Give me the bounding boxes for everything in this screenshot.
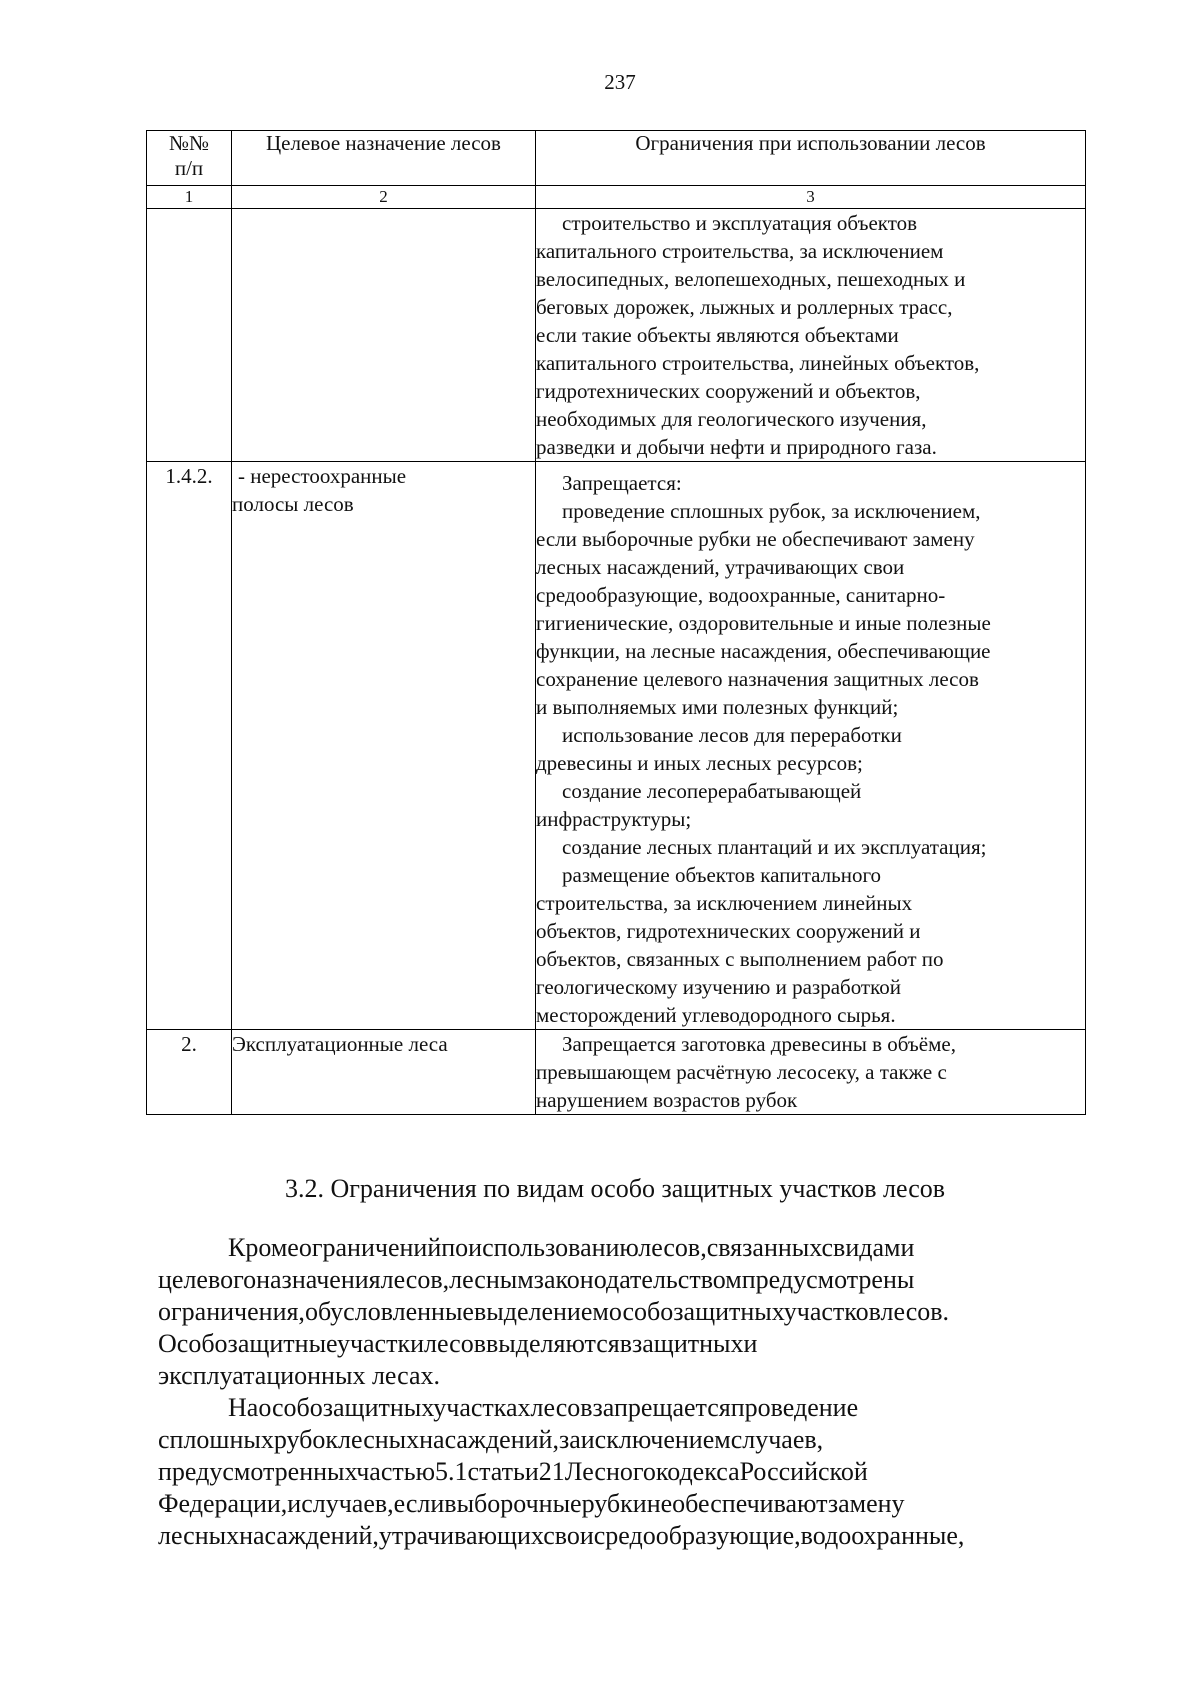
paragraph-line: лесныхнасаждений,утрачивающихсвоисредообразующие,водоохранные, bbox=[158, 1521, 965, 1550]
header-restrictions: Ограничения при использовании лесов bbox=[536, 131, 1086, 186]
restriction-line: превышающем расчётную лесосеку, а также с bbox=[536, 1060, 947, 1084]
restriction-line: разведки и добычи нефти и природного газа. bbox=[536, 435, 937, 459]
restriction-line: и выполняемых ими полезных функций; bbox=[536, 695, 899, 719]
restriction-line: использование лесов для переработки bbox=[562, 723, 902, 747]
column-number: 1 bbox=[147, 186, 232, 209]
table-row bbox=[147, 1030, 1086, 1115]
restriction-line: строительства, за исключением линейных bbox=[536, 891, 913, 915]
paragraph-1 bbox=[158, 1232, 1074, 1392]
table-row bbox=[147, 462, 1086, 1030]
table-row bbox=[147, 209, 1086, 462]
restriction-line: древесины и иных лесных ресурсов; bbox=[536, 751, 863, 775]
row-restrictions-cell bbox=[536, 209, 1086, 462]
restriction-line: размещение объектов капитального bbox=[562, 863, 882, 887]
restriction-line: нарушением возрастов рубок bbox=[536, 1088, 798, 1112]
header-number-line: п/п bbox=[174, 156, 204, 180]
restriction-line: Запрещается: bbox=[562, 471, 682, 495]
restriction-line: инфраструктуры; bbox=[536, 807, 692, 831]
paragraph-line: Наособозащитныхучасткахлесовзапрещаетсяпроведение bbox=[228, 1393, 859, 1422]
row-restrictions-cell bbox=[536, 1030, 1086, 1115]
paragraph-line: Кромеограниченийпоиспользованиюлесов,связанныхсвидами bbox=[228, 1233, 915, 1262]
purpose-line: полосы лесов bbox=[232, 492, 354, 516]
row-purpose-cell bbox=[232, 462, 536, 1030]
header-number bbox=[147, 131, 232, 186]
header-purpose: Целевое назначение лесов bbox=[232, 131, 536, 186]
restriction-line: если такие объекты являются объектами bbox=[536, 323, 899, 347]
paragraph-line: Федерации,ислучаев,есливыборочныерубкинеобеспечиваютзамену bbox=[158, 1489, 905, 1518]
restriction-line: капитального строительства, линейных объектов, bbox=[536, 351, 980, 375]
page-number: 237 bbox=[604, 70, 636, 94]
row-purpose-cell: Эксплуатационные леса bbox=[232, 1030, 536, 1115]
restriction-line: создание лесоперерабатывающей bbox=[562, 779, 862, 803]
restriction-line: Запрещается заготовка древесины в объёме, bbox=[562, 1032, 956, 1056]
restriction-line: функции, на лесные насаждения, обеспечивающие bbox=[536, 639, 991, 663]
restriction-line: беговых дорожек, лыжных и роллерных трасс, bbox=[536, 295, 953, 319]
restriction-line: объектов, связанных с выполнением работ по bbox=[536, 947, 944, 971]
column-number: 2 bbox=[232, 186, 536, 209]
restrictions-table bbox=[146, 130, 1086, 1115]
row-purpose-cell bbox=[232, 209, 536, 462]
restriction-line: капитального строительства, за исключением bbox=[536, 239, 944, 263]
row-restrictions-cell bbox=[536, 462, 1086, 1030]
restriction-line: сохранение целевого назначения защитных лесов bbox=[536, 667, 979, 691]
row-number-cell: 2. bbox=[147, 1030, 232, 1115]
paragraph-line: ограничения,обусловленныевыделениемособозащитныхучастковлесов. bbox=[158, 1297, 950, 1326]
restriction-line: гигиенические, оздоровительные и иные полезные bbox=[536, 611, 991, 635]
restriction-line: строительство и эксплуатация объектов bbox=[562, 211, 918, 235]
restriction-line: проведение сплошных рубок, за исключением, bbox=[562, 499, 981, 523]
column-numbers-row bbox=[147, 186, 1086, 209]
restriction-line: создание лесных плантаций и их эксплуатация; bbox=[562, 835, 987, 859]
restriction-line: гидротехнических сооружений и объектов, bbox=[536, 379, 921, 403]
restriction-line: лесных насаждений, утрачивающих свои bbox=[536, 555, 905, 579]
paragraph-2 bbox=[158, 1392, 1074, 1552]
restriction-line: необходимых для геологического изучения, bbox=[536, 407, 927, 431]
purpose-line: - нерестоохранные bbox=[238, 464, 407, 488]
paragraph-line: эксплуатационных лесах. bbox=[158, 1361, 441, 1390]
section-heading: 3.2. Ограничения по видам особо защитных участков лесов bbox=[284, 1174, 946, 1203]
row-number-cell bbox=[147, 209, 232, 462]
header-number-line: №№ bbox=[168, 131, 210, 155]
row-number-cell: 1.4.2. bbox=[147, 462, 232, 1030]
paragraph-line: целевогоназначениялесов,леснымзаконодательствомпредусмотрены bbox=[158, 1265, 915, 1294]
restriction-line: геологическому изучению и разработкой bbox=[536, 975, 901, 999]
restriction-line: средообразующие, водоохранные, санитарно- bbox=[536, 583, 946, 607]
column-number: 3 bbox=[536, 186, 1086, 209]
paragraph-line: предусмотренныхчастью5.1статьи21ЛесногокодексаРоссийской bbox=[158, 1457, 868, 1486]
table-header-row bbox=[147, 131, 1086, 186]
paragraph-line: Особозащитныеучасткилесоввыделяютсявзащитныхи bbox=[158, 1329, 758, 1358]
restriction-line: велосипедных, велопешеходных, пешеходных и bbox=[536, 267, 966, 291]
restriction-line: если выборочные рубки не обеспечивают замену bbox=[536, 527, 975, 551]
restriction-line: объектов, гидротехнических сооружений и bbox=[536, 919, 921, 943]
paragraph-line: сплошныхрубоклесныхнасаждений,заисключениемслучаев, bbox=[158, 1425, 824, 1454]
restriction-line: месторождений углеводородного сырья. bbox=[536, 1003, 896, 1027]
